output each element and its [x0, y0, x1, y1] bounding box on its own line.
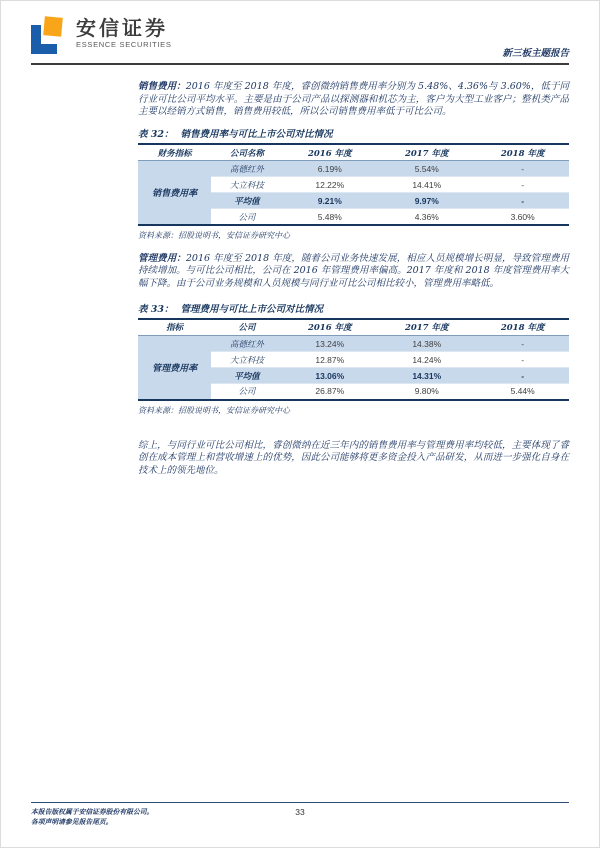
value-cell: 12.22% — [282, 177, 377, 193]
report-body — [138, 81, 569, 477]
table33-caption — [138, 301, 569, 320]
table-caption-label: 表 32： — [138, 128, 174, 140]
logo-blue-shape — [31, 44, 57, 54]
company-name-cell: 高德红外 — [211, 161, 282, 177]
company-name-cell: 公司 — [211, 384, 282, 400]
paragraph-text: 2016 年度至 2018 年度，随着公司业务快速发展，相应人员规模增长明显，导致管理费用持续增加。与可比公司相比，公司在 2016 年管理费用率偏高。2017 年度和 2018 年度管理费用率大幅下降。由于公司业务规模和人员规模与同行业可比公司相比较小，管理费用率略低。 — [138, 252, 569, 289]
value-cell: 14.31% — [377, 368, 476, 384]
value-cell: 13.24% — [282, 336, 377, 352]
col-header: 财务指标 — [138, 145, 211, 161]
paragraph-lead: 管理费用： — [138, 252, 186, 264]
value-cell: 26.87% — [282, 384, 377, 400]
brand-logo — [31, 17, 172, 54]
table-admin-expense-ratio — [138, 320, 569, 401]
col-header: 公司 — [211, 320, 282, 336]
value-cell: - — [476, 336, 569, 352]
table-caption-label: 表 33： — [138, 303, 174, 315]
value-cell: 5.44% — [476, 384, 569, 400]
value-cell: - — [476, 352, 569, 368]
copyright-line: 本报告版权属于安信证券股份有限公司。 — [31, 808, 154, 816]
table32-caption — [138, 126, 569, 145]
col-header: 指标 — [138, 320, 211, 336]
logo-orange-shape — [43, 16, 63, 36]
company-name-cell: 大立科技 — [211, 352, 282, 368]
table-caption-title: 销售费用率与可比上市公司对比情况 — [180, 128, 333, 140]
paragraph-admin-expense — [138, 253, 569, 291]
table-header-row — [138, 145, 569, 161]
table32-source-note: 资料来源：招股说明书，安信证券研究中心 — [138, 230, 290, 240]
col-header: 2018 年度 — [476, 320, 569, 336]
table-row — [138, 161, 569, 177]
table-header-row — [138, 320, 569, 336]
brand-name-en: ESSENCE SECURITIES — [76, 40, 172, 49]
value-cell: - — [476, 193, 569, 209]
value-cell: 9.21% — [282, 193, 377, 209]
brand-name-cn: 安信证券 — [76, 16, 168, 40]
value-cell: 14.41% — [377, 177, 476, 193]
table-sales-expense-ratio — [138, 145, 569, 226]
value-cell: 4.36% — [377, 209, 476, 225]
company-name-cell: 平均值 — [211, 368, 282, 384]
paragraph-lead: 销售费用： — [138, 81, 186, 92]
col-header: 2016 年度 — [282, 320, 377, 336]
col-header: 2018 年度 — [476, 145, 569, 161]
group-label-cell: 管理费用率 — [138, 336, 211, 400]
value-cell: - — [476, 161, 569, 177]
brand-logo-text — [76, 17, 172, 49]
group-label-cell: 销售费用率 — [138, 161, 211, 225]
value-cell: 12.87% — [282, 352, 377, 368]
value-cell: 9.80% — [377, 384, 476, 400]
company-name-cell: 大立科技 — [211, 177, 282, 193]
col-header: 公司名称 — [211, 145, 282, 161]
value-cell: 14.38% — [377, 336, 476, 352]
value-cell: 14.24% — [377, 352, 476, 368]
page-footer — [31, 802, 569, 827]
copyright-line: 各项声明请参见报告尾页。 — [31, 818, 113, 826]
company-name-cell: 平均值 — [211, 193, 282, 209]
paragraph-summary — [138, 440, 569, 478]
col-header: 2017 年度 — [377, 320, 476, 336]
page-number: 33 — [295, 807, 305, 817]
col-header: 2017 年度 — [377, 145, 476, 161]
value-cell: 5.48% — [282, 209, 377, 225]
value-cell: 9.97% — [377, 193, 476, 209]
col-header: 2016 年度 — [282, 145, 377, 161]
company-name-cell: 高德红外 — [211, 336, 282, 352]
table-row — [138, 336, 569, 352]
company-name-cell: 公司 — [211, 209, 282, 225]
table33-source-note: 资料来源：招股说明书，安信证券研究中心 — [138, 405, 290, 415]
paragraph-text: 2016 年度至 2018 年度，睿创微纳销售费用率分别为 5.48%、4.36%与 3.60%，低于同行业可比公司平均水平。主要是由于公司产品以探测器和机芯为主，客户为大型工业客户；整机类产品主要以经销方式销售，销售费用较低，所以公司销售费用率低于可比公司。 — [138, 81, 569, 118]
report-type-label: 新三板主题报告 — [502, 48, 569, 59]
table-caption-title: 管理费用与可比上市公司对比情况 — [180, 303, 324, 315]
value-cell: 6.19% — [282, 161, 377, 177]
value-cell: - — [476, 368, 569, 384]
value-cell: 5.54% — [377, 161, 476, 177]
value-cell: 3.60% — [476, 209, 569, 225]
essence-securities-logo-icon — [31, 17, 67, 54]
value-cell: 13.06% — [282, 368, 377, 384]
paragraph-text: 综上，与同行业可比公司相比，睿创微纳在近三年内的销售费用率与管理费用率均较低，主要体现了睿创在成本管理上和营收增速上的优势，因此公司能够将更多资金投入产品研发，从而进一步强化自身在技术上的领先地位。 — [138, 439, 569, 476]
paragraph-sales-expense — [138, 81, 569, 119]
header-divider — [31, 63, 569, 65]
value-cell: - — [476, 177, 569, 193]
